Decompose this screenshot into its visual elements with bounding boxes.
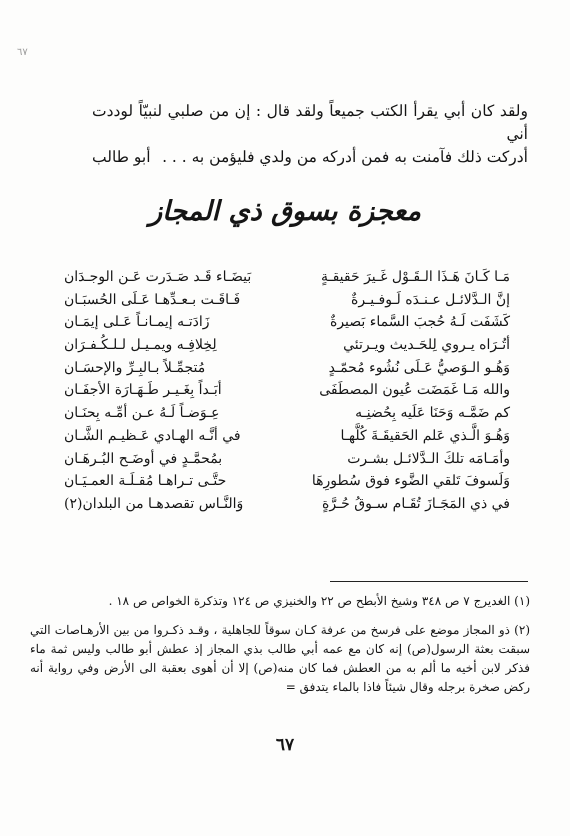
footnote-divider [330, 581, 528, 582]
poem-verse-7 [64, 402, 510, 425]
verse-second-hemistich: أبَـداً بِغَـيـر طَـهَـارَة الأجفَـان [64, 382, 222, 399]
verse-second-hemistich: حتَّـى تـراهـا مُقـلَـة العمـيَـان [64, 473, 227, 490]
poem-verse-10 [64, 470, 510, 493]
verse-first-hemistich: وَهُـو الـوَصيُّ عَـلَى نُشُوء مُحمّـدٍ [328, 359, 510, 376]
page-number: ٦٧ [275, 735, 295, 755]
page-margin-mark: ٦٧ [17, 47, 28, 58]
poem-verse-3 [64, 311, 510, 334]
footnotes [30, 592, 530, 707]
poem-verse-8 [64, 425, 510, 448]
poem [64, 266, 510, 516]
poem-verse-6 [64, 379, 510, 402]
intro-paragraph [92, 100, 528, 169]
poem-title: معجزة بسوق ذي المجاز [149, 196, 421, 227]
poem-verse-11 [64, 493, 510, 516]
poem-verse-2 [64, 289, 510, 312]
intro-line-1: ولقد كان أبي يقرأ الكتب جميعاً ولقد قال : إن من صلبي لنبيّاً لوددت أني [92, 102, 528, 143]
verse-second-hemistich: في أنَّـه الهـادي عَـظيـم الشَّـان [64, 427, 241, 444]
footnote-2: (٢) ذو المجاز موضع على فرسخ من عرفة كـان سوقاً للجاهلية ، وقـد ذكـروا من بين الأرهـاصات التي سبقت بعثة الرسول(ص) إنه كان مع عمه أبي طالب بذي المجاز إذ عطش أبو طالب وليس ثمة ماء فذكر لابن أخيه ما ألم به من العطش فما كان منه(ص) إلا أن أهوى بعقبة الى الأرض وفي رواية أنه ركض صخرة برجله وقال شيئاً فاذا بالماء يتدفق = [30, 623, 530, 694]
verse-second-hemistich: بَيضَـاء قَـد صَـدَرت عَـن الوجـدَان [64, 269, 252, 285]
verse-first-hemistich: وَلَسوفَ تَلقي الضَّوء فوق سُطورِهَا [311, 473, 510, 490]
intro-signature: أبو طالب [92, 148, 151, 166]
verse-second-hemistich: فَـاقَـت بـعـدِّهـا عَـلَى الحُسبَـان [64, 291, 241, 308]
verse-second-hemistich: وَالنَّـاس تقصدهـا من البلدان(٢) [64, 495, 244, 512]
verse-first-hemistich: وأمَـامَه تلكَ الـدَّلائـل بشـرت [347, 450, 510, 467]
verse-second-hemistich: لِخِلافِـه ويمـيـل لـلـكُـفـرَان [64, 337, 217, 354]
intro-line-2-text: أدركت ذلك فآمنت به فمن أدركه من ولدي فليؤمن به . . . [162, 148, 528, 166]
poem-verse-5 [64, 357, 510, 380]
verse-second-hemistich: بمُحمَّـدٍ في أوضَـح البُـرهَـان [64, 450, 223, 467]
verse-first-hemistich: والله مَـا غَمَضَت عُيون المصطَفَى [319, 382, 510, 399]
poem-verse-1 [64, 266, 510, 289]
footnote-1: (١) الغديرج ٧ ص ٣٤٨ وشيخ الأبطح ص ٢٢ والخنيزي ص ١٢٤ وتذكرة الخواص ص ١٨ . [108, 594, 530, 608]
verse-first-hemistich: وَهُـوَ الَّـذي عَلم الحَقيقَـةَ كُلَّهـا [340, 427, 510, 444]
intro-line-2 [92, 146, 528, 169]
verse-first-hemistich: في ذي المَجَـازَ تُقَـام سـوقُ حُـرَّةٍ [322, 495, 510, 512]
verse-first-hemistich: كم ضَمَّـه وَحَنَا عَلَيه بِحُضنِـه [355, 405, 510, 422]
verse-first-hemistich: كَشَفَت لَـهُ حُجبَ السَّماء بَصيرةٌ [329, 314, 510, 331]
verse-first-hemistich: أتُـرَاه يـروي لِلحَـديث ويـرتئي [343, 337, 510, 354]
verse-first-hemistich: إنَّ الـدَّلائـل عـنـدَه لَـوفـيـرةٌ [351, 291, 510, 308]
verse-second-hemistich: زَادَتـه إيمـانـاً عَـلى إيمَـان [64, 314, 210, 331]
verse-first-hemistich: مَـا كَـانَ هَـذَا الـقَـوْل غَـيرَ حَقيقـةٍ [320, 269, 510, 285]
verse-second-hemistich: عِـوَضـاً لَـهُ عـن أمِّـه بِحنَـان [64, 405, 220, 422]
verse-second-hemistich: مُتجمِّـلاً بـالبِـرِّ والإحسَـان [64, 359, 206, 376]
poem-verse-4 [64, 334, 510, 357]
poem-verse-9 [64, 448, 510, 471]
